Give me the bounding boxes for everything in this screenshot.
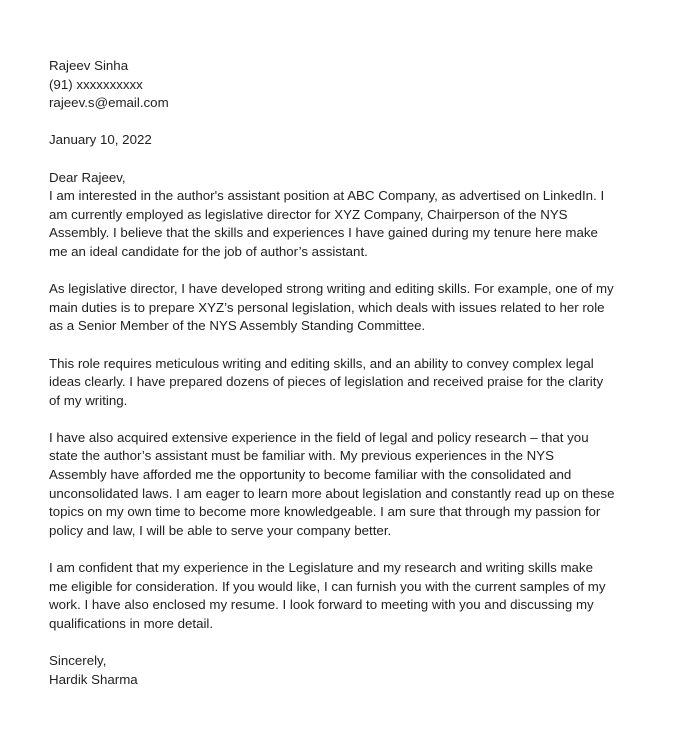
body-paragraph bbox=[49, 429, 664, 541]
paragraph-line: work. I have also enclosed my resume. I look forward to meeting with you and discussing my bbox=[49, 597, 594, 613]
paragraph-line: state the author’s assistant must be familiar with. My previous experiences in the NYS bbox=[49, 448, 555, 464]
sender-email: rajeev.s@email.com bbox=[49, 95, 169, 111]
paragraph-line: am currently employed as legislative director for XYZ Company, Chairperson of the NYS bbox=[49, 206, 568, 222]
letter-date: January 10, 2022 bbox=[49, 132, 152, 148]
closing-block bbox=[49, 652, 664, 689]
body-paragraph bbox=[49, 280, 664, 336]
body-paragraph bbox=[49, 559, 664, 633]
body-paragraph bbox=[49, 355, 664, 411]
paragraph-line: as a Senior Member of the NYS Assembly Standing Committee. bbox=[49, 318, 426, 334]
sender-block bbox=[49, 57, 664, 113]
paragraph-line: I am interested in the author's assistant position at ABC Company, as advertised on LinkedIn. I bbox=[49, 188, 605, 204]
paragraph-line: main duties is to prepare XYZ’s personal legislation, which deals with issues related to her role bbox=[49, 299, 605, 315]
paragraph-line: I have also acquired extensive experience in the field of legal and policy research – that you bbox=[49, 429, 589, 445]
sender-phone: (91) xxxxxxxxxx bbox=[49, 76, 143, 92]
paragraph-line: me eligible for consideration. If you would like, I can furnish you with the current samples of my bbox=[49, 578, 606, 594]
paragraph-line: As legislative director, I have developed strong writing and editing skills. For example, one of my bbox=[49, 281, 614, 297]
cover-letter bbox=[49, 57, 664, 708]
paragraph-line: I am confident that my experience in the Legislature and my research and writing skills make bbox=[49, 560, 593, 576]
paragraph-line: qualifications in more detail. bbox=[49, 615, 214, 631]
letter-body bbox=[49, 169, 664, 634]
signature-name: Hardik Sharma bbox=[49, 671, 138, 687]
paragraph-line: Assembly have afforded me the opportunity to become familiar with the consolidated and bbox=[49, 467, 572, 483]
date-line bbox=[49, 131, 664, 150]
paragraph-line: of my writing. bbox=[49, 392, 128, 408]
body-paragraph bbox=[49, 187, 664, 261]
salutation: Dear Rajeev, bbox=[49, 169, 126, 185]
paragraph-line: unconsolidated laws. I am eager to learn more about legislation and constantly read up on these bbox=[49, 485, 615, 501]
sender-name: Rajeev Sinha bbox=[49, 58, 129, 73]
paragraph-line: policy and law, I will be able to serve your company better. bbox=[49, 522, 392, 538]
paragraph-line: This role requires meticulous writing and editing skills, and an ability to convey complex legal bbox=[49, 355, 594, 371]
paragraph-line: ideas clearly. I have prepared dozens of pieces of legislation and received praise for the clarity bbox=[49, 374, 604, 390]
body-paragraphs bbox=[49, 187, 664, 633]
paragraph-line: me an ideal candidate for the job of author’s assistant. bbox=[49, 243, 368, 259]
paragraph-line: Assembly. I believe that the skills and experiences I have gained during my tenure here make bbox=[49, 225, 598, 241]
closing: Sincerely, bbox=[49, 653, 107, 668]
paragraph-line: topics on my own time to become more knowledgeable. I am sure that through my passion for bbox=[49, 504, 601, 520]
